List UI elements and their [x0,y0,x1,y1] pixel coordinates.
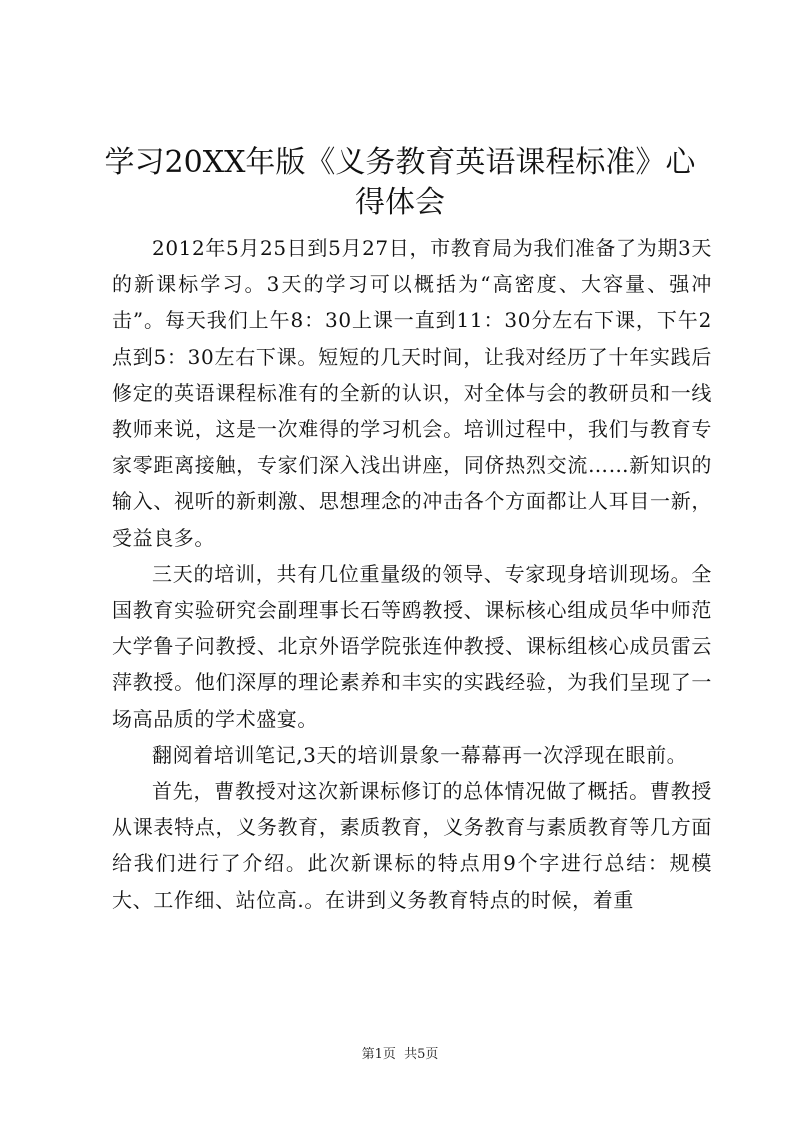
paragraph-4: 首先，曹教授对这次新课标修订的总体情况做了概括。曹教授从课表特点，义务教育，素质教育，义务教育与素质教育等几方面给我们进行了介绍。此次新课标的特点用9个字进行总结：规模大、工作细、站位高.。在讲到义务教育特点的时候，着重 [112,779,712,912]
page-total: 共5页 [404,1047,439,1062]
paragraph-1: 2012年5月25日到5月27日，市教育局为我们准备了为期3天的新课标学习。3天的学习可以概括为“高密度、大容量、强冲击”。每天我们上午8：30上课一直到11：30分左右下课，下午2点到5：30左右下课。短短的几天时间，让我对经历了十年实践后修定的英语课程标准有的全新的认识，对全体与会的教研员和一线教师来说，这是一次难得的学习机会。培训过程中，我们与教育专家零距离接触，专家们深入浅出讲座，同侪热烈交流……新知识的输入、视听的新刺激、思想理念的冲击各个方面都让人耳目一新，受益良多。 [112,236,712,550]
page-footer [0,1046,800,1064]
page-number: 第1页 [361,1047,396,1062]
paragraph-2: 三天的培训，共有几位重量级的领导、专家现身培训现场。全国教育实验研究会副理事长石等鸥教授、课标核心组成员华中师范大学鲁子问教授、北京外语学院张连仲教授、课标组核心成员雷云萍教授。他们深厚的理论素养和丰实的实践经验，为我们呈现了一场高品质的学术盛宴。 [112,561,712,731]
document-body [112,230,712,918]
document-title: 学习20XX年版《义务教育英语课程标准》心得体会 [104,145,696,220]
paragraph-3: 翻阅着培训笔记,3天的培训景象一幕幕再一次浮现在眼前。 [152,742,688,767]
